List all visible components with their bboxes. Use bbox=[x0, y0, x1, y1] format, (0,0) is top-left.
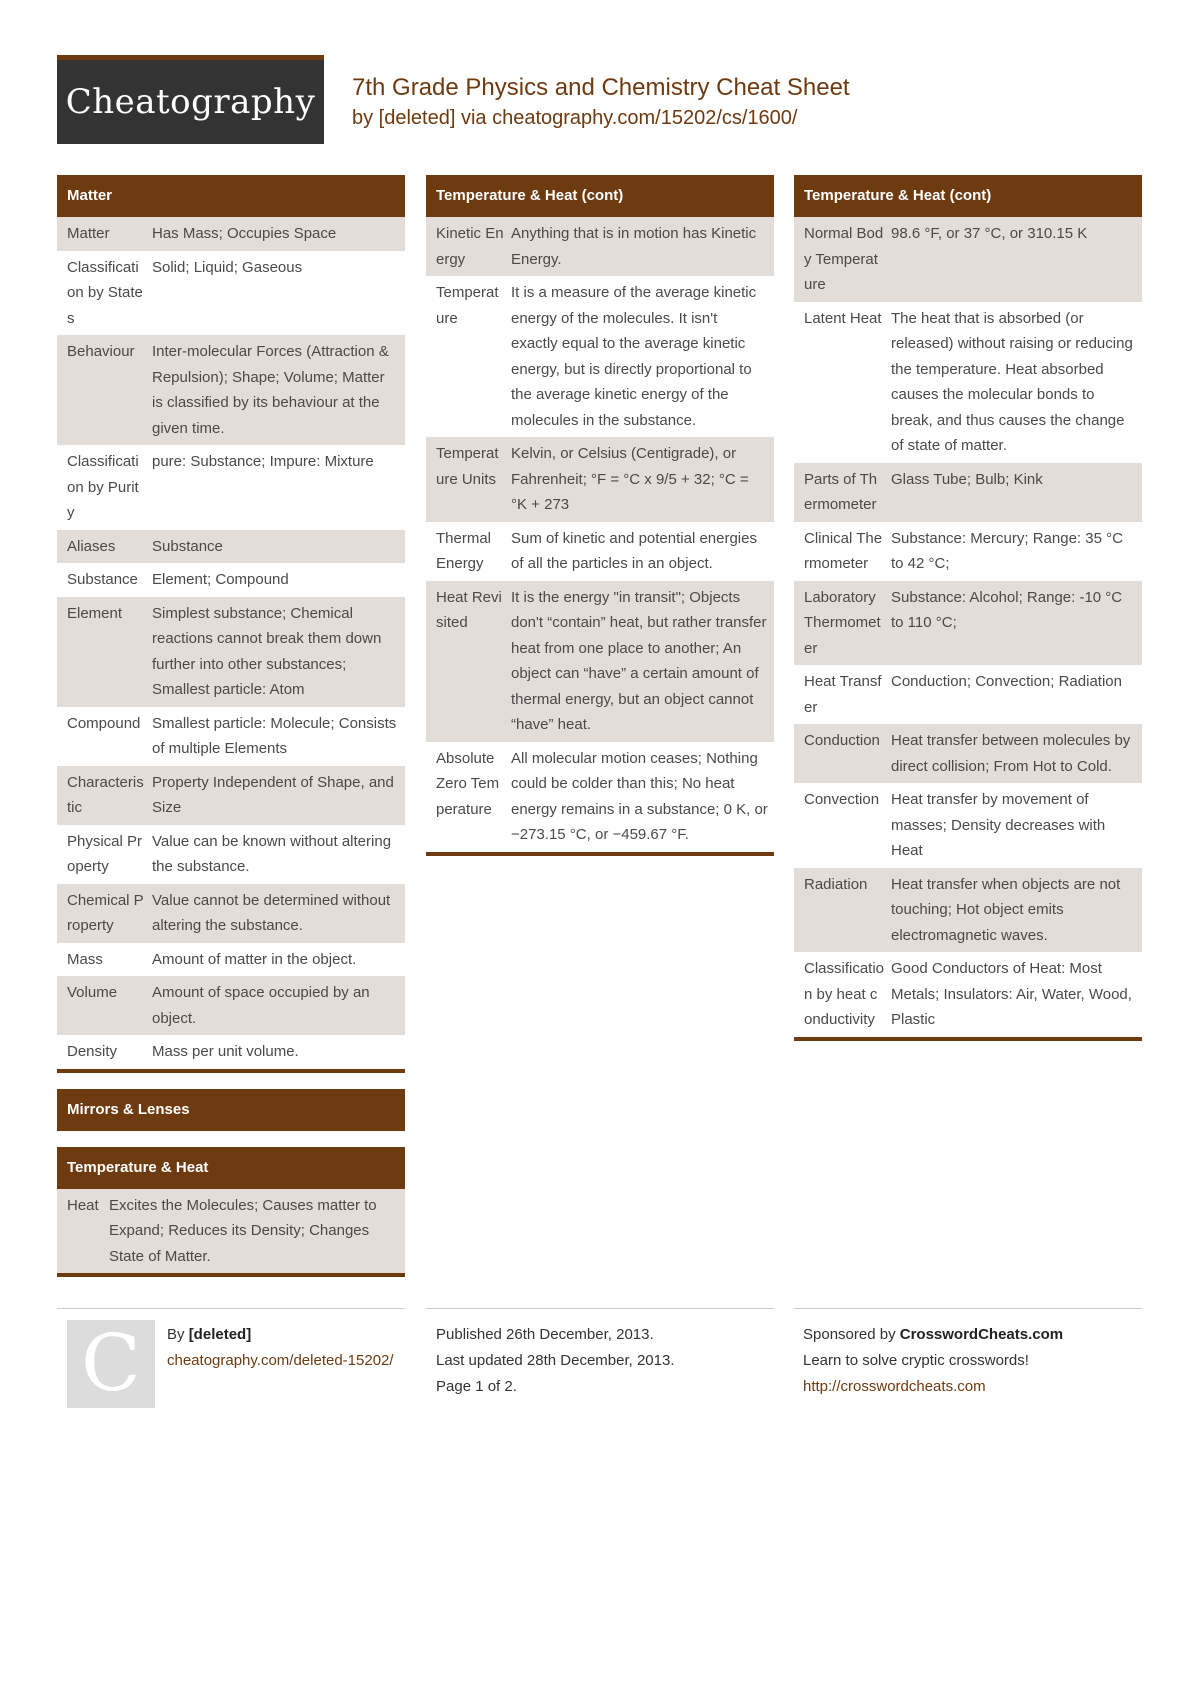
definition-cell: It is the energy "in transit"; Objects don't “contain” heat, but rather transfer heat from one place to another; An object can “have” a certain amount of thermal energy, but an object cannot “have” heat. bbox=[511, 581, 774, 742]
term-cell: Substance bbox=[57, 563, 152, 597]
table-row bbox=[57, 766, 405, 825]
table-row bbox=[794, 952, 1142, 1037]
definition-cell: Value can be known without altering the substance. bbox=[152, 825, 405, 884]
term-cell: Temperature Units bbox=[426, 437, 511, 522]
term-cell: Temperature bbox=[426, 276, 511, 437]
table-row bbox=[57, 251, 405, 336]
table-row bbox=[426, 437, 774, 522]
definition-cell: Substance: Alcohol; Range: -10 °C to 110 °C; bbox=[891, 581, 1142, 666]
definition-cell: All molecular motion ceases; Nothing could be colder than this; No heat energy remains in a substance; 0 K, or −273.15 °C, or −459.67 °F. bbox=[511, 742, 774, 852]
definition-cell: Conduction; Convection; Radiation bbox=[891, 665, 1142, 724]
definition-cell: It is a measure of the average kinetic energy of the molecules. It isn't exactly equal to the average kinetic energy, but is directly proportional to the average kinetic energy of the molecules in the substance. bbox=[511, 276, 774, 437]
footer-divider bbox=[794, 1308, 1142, 1309]
column-1 bbox=[57, 175, 405, 1293]
section-matter bbox=[57, 175, 405, 1073]
term-cell: Normal Body Temperature bbox=[794, 217, 891, 302]
table-row bbox=[426, 742, 774, 852]
definition-cell: Value cannot be determined without altering the substance. bbox=[152, 884, 405, 943]
definition-cell: Inter-molecular Forces (Attraction & Repulsion); Shape; Volume; Matter is classified by its behaviour at the given time. bbox=[152, 335, 405, 445]
footer-author bbox=[167, 1322, 397, 1374]
table-row bbox=[57, 597, 405, 707]
table-row bbox=[794, 302, 1142, 463]
term-cell: Physical Property bbox=[57, 825, 152, 884]
term-cell: Clinical Thermometer bbox=[794, 522, 891, 581]
definition-table bbox=[794, 217, 1142, 1037]
table-row bbox=[57, 563, 405, 597]
author-avatar: C bbox=[67, 1320, 155, 1408]
column-3 bbox=[794, 175, 1142, 1057]
section-title: Temperature & Heat (cont) bbox=[426, 175, 774, 217]
sponsored-label: Sponsored by bbox=[803, 1326, 896, 1343]
definition-cell: Element; Compound bbox=[152, 563, 405, 597]
definition-cell: Simplest substance; Chemical reactions cannot break them down further into other substances; Smallest particle: Atom bbox=[152, 597, 405, 707]
definition-table bbox=[426, 217, 774, 852]
page-title: 7th Grade Physics and Chemistry Cheat Sheet bbox=[352, 74, 850, 101]
footer-divider bbox=[426, 1308, 774, 1309]
sponsor-text: Learn to solve cryptic crosswords! bbox=[803, 1352, 1029, 1369]
term-cell: Aliases bbox=[57, 530, 152, 564]
definition-cell: Solid; Liquid; Gaseous bbox=[152, 251, 405, 336]
term-cell: Parts of Thermometer bbox=[794, 463, 891, 522]
table-row bbox=[57, 825, 405, 884]
term-cell: Kinetic Energy bbox=[426, 217, 511, 276]
term-cell: Conduction bbox=[794, 724, 891, 783]
term-cell: Behaviour bbox=[57, 335, 152, 445]
term-cell: Heat Transfer bbox=[794, 665, 891, 724]
table-row bbox=[794, 217, 1142, 302]
table-row bbox=[57, 217, 405, 251]
table-row bbox=[57, 1189, 405, 1274]
definition-table bbox=[57, 217, 405, 1069]
definition-table bbox=[57, 1189, 405, 1274]
author-name[interactable]: [deleted] bbox=[188, 1326, 252, 1343]
section-title: Temperature & Heat bbox=[57, 1147, 405, 1189]
term-cell: Element bbox=[57, 597, 152, 707]
section-title: Matter bbox=[57, 175, 405, 217]
definition-cell: pure: Substance; Impure: Mixture bbox=[152, 445, 405, 530]
table-row bbox=[794, 581, 1142, 666]
page-subtitle[interactable]: by [deleted] via cheatography.com/15202/cs/1600/ bbox=[352, 107, 798, 129]
table-row bbox=[57, 530, 405, 564]
section-title: Temperature & Heat (cont) bbox=[794, 175, 1142, 217]
table-row bbox=[57, 445, 405, 530]
by-label: By bbox=[167, 1326, 185, 1343]
table-row bbox=[794, 463, 1142, 522]
table-row bbox=[426, 581, 774, 742]
definition-cell: Kelvin, or Celsius (Centigrade), or Fahrenheit; °F = °C x 9/5 + 32; °C = °K + 273 bbox=[511, 437, 774, 522]
definition-cell: Heat transfer between molecules by direct collision; From Hot to Cold. bbox=[891, 724, 1142, 783]
table-row bbox=[794, 724, 1142, 783]
definition-cell: Substance: Mercury; Range: 35 °C to 42 °C; bbox=[891, 522, 1142, 581]
table-row bbox=[794, 783, 1142, 868]
term-cell: Laboratory Thermometer bbox=[794, 581, 891, 666]
definition-cell: The heat that is absorbed (or released) without raising or reducing the temperature. Heat absorbed causes the molecular bonds to break, and thus causes the change of state of matter. bbox=[891, 302, 1142, 463]
definition-cell: Amount of matter in the object. bbox=[152, 943, 405, 977]
section-temperature-heat-cont-2 bbox=[794, 175, 1142, 1041]
term-cell: Classification by States bbox=[57, 251, 152, 336]
table-row bbox=[57, 976, 405, 1035]
term-cell: Latent Heat bbox=[794, 302, 891, 463]
definition-cell: 98.6 °F, or 37 °C, or 310.15 K bbox=[891, 217, 1142, 302]
term-cell: Volume bbox=[57, 976, 152, 1035]
term-cell: Absolute Zero Temperature bbox=[426, 742, 511, 852]
table-row bbox=[57, 1035, 405, 1069]
footer-sponsor bbox=[803, 1322, 1143, 1400]
term-cell: Density bbox=[57, 1035, 152, 1069]
definition-cell: Glass Tube; Bulb; Kink bbox=[891, 463, 1142, 522]
table-row bbox=[426, 522, 774, 581]
author-link[interactable]: cheatography.com/deleted-15202/ bbox=[167, 1352, 394, 1369]
sponsor-name[interactable]: CrosswordCheats.com bbox=[899, 1326, 1064, 1343]
section-mirrors-lenses bbox=[57, 1089, 405, 1131]
table-row bbox=[57, 884, 405, 943]
footer-divider bbox=[57, 1308, 405, 1309]
definition-cell: Mass per unit volume. bbox=[152, 1035, 405, 1069]
term-cell: Radiation bbox=[794, 868, 891, 953]
definition-cell: Amount of space occupied by an object. bbox=[152, 976, 405, 1035]
definition-cell: Good Conductors of Heat: Most Metals; Insulators: Air, Water, Wood, Plastic bbox=[891, 952, 1142, 1037]
table-row bbox=[426, 276, 774, 437]
definition-cell: Excites the Molecules; Causes matter to Expand; Reduces its Density; Changes State of Matter. bbox=[109, 1189, 405, 1274]
term-cell: Characteristic bbox=[57, 766, 152, 825]
page-number: Page 1 of 2. bbox=[436, 1378, 517, 1395]
term-cell: Classification by heat conductivity bbox=[794, 952, 891, 1037]
term-cell: Heat Revisited bbox=[426, 581, 511, 742]
updated-date: Last updated 28th December, 2013. bbox=[436, 1352, 675, 1369]
definition-cell: Sum of kinetic and potential energies of all the particles in an object. bbox=[511, 522, 774, 581]
column-2 bbox=[426, 175, 774, 872]
table-row bbox=[426, 217, 774, 276]
term-cell: Mass bbox=[57, 943, 152, 977]
definition-cell: Has Mass; Occupies Space bbox=[152, 217, 405, 251]
table-row bbox=[794, 665, 1142, 724]
table-row bbox=[794, 522, 1142, 581]
definition-cell: Property Independent of Shape, and Size bbox=[152, 766, 405, 825]
table-row bbox=[794, 868, 1142, 953]
table-row bbox=[57, 943, 405, 977]
sponsor-link[interactable]: http://crosswordcheats.com bbox=[803, 1378, 986, 1395]
term-cell: Heat bbox=[57, 1189, 109, 1274]
term-cell: Matter bbox=[57, 217, 152, 251]
definition-cell: Anything that is in motion has Kinetic Energy. bbox=[511, 217, 774, 276]
definition-cell: Substance bbox=[152, 530, 405, 564]
definition-cell: Smallest particle: Molecule; Consists of multiple Elements bbox=[152, 707, 405, 766]
table-row bbox=[57, 707, 405, 766]
section-temperature-heat-cont bbox=[426, 175, 774, 856]
table-row bbox=[57, 335, 405, 445]
definition-cell: Heat transfer when objects are not touching; Hot object emits electromagnetic waves. bbox=[891, 868, 1142, 953]
section-title: Mirrors & Lenses bbox=[57, 1089, 405, 1131]
cheatography-logo[interactable]: Cheatography bbox=[57, 55, 324, 144]
term-cell: Classification by Purity bbox=[57, 445, 152, 530]
footer-dates bbox=[436, 1322, 766, 1400]
published-date: Published 26th December, 2013. bbox=[436, 1326, 654, 1343]
section-temperature-heat bbox=[57, 1147, 405, 1278]
definition-cell: Heat transfer by movement of masses; Density decreases with Heat bbox=[891, 783, 1142, 868]
term-cell: Thermal Energy bbox=[426, 522, 511, 581]
term-cell: Convection bbox=[794, 783, 891, 868]
term-cell: Chemical Property bbox=[57, 884, 152, 943]
term-cell: Compound bbox=[57, 707, 152, 766]
